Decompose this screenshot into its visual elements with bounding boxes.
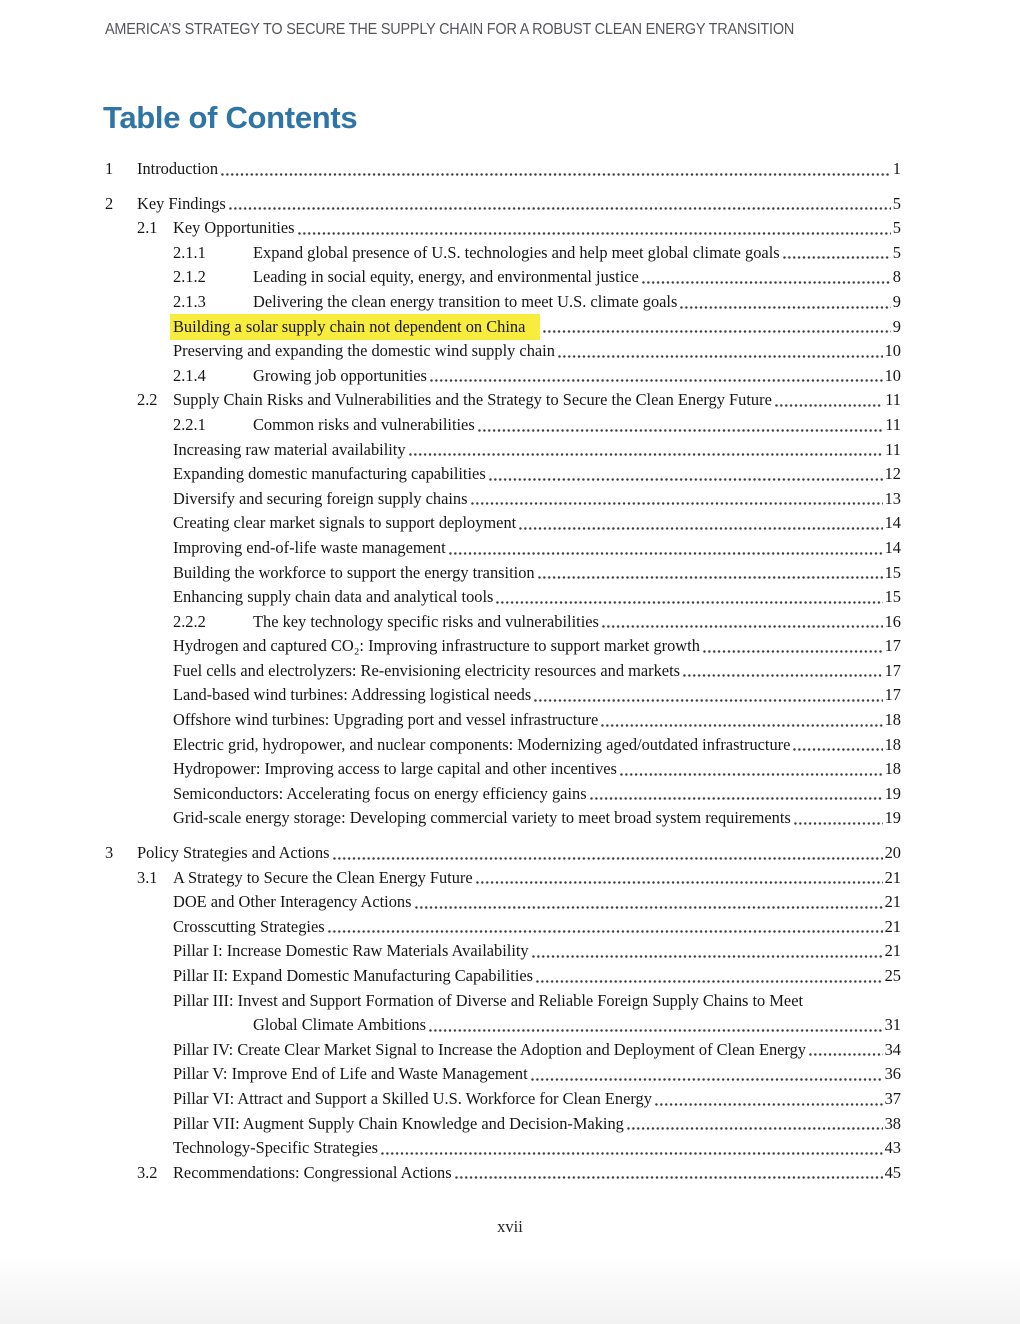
dot-leader	[542, 330, 890, 333]
toc-row[interactable]	[105, 1161, 901, 1186]
toc-entry-title: The key technology specific risks and vulnerabilities	[253, 611, 599, 631]
toc-row[interactable]	[105, 1112, 901, 1137]
toc-entry-number: 2.1.3	[173, 291, 206, 311]
toc-row[interactable]	[105, 782, 901, 807]
toc-entry-page: 9	[892, 291, 901, 311]
toc-entry-title: Expand global presence of U.S. technologies and help meet global climate goals	[253, 242, 780, 262]
toc-row[interactable]	[105, 413, 901, 438]
dot-leader	[792, 748, 882, 751]
dot-leader	[619, 773, 883, 776]
toc-entry-title	[173, 315, 540, 340]
toc-entry-title: A Strategy to Secure the Clean Energy Future	[173, 867, 473, 887]
toc-entry-page: 11	[885, 414, 901, 434]
dot-leader	[537, 576, 883, 579]
dot-leader	[228, 207, 891, 210]
toc-row[interactable]	[105, 841, 901, 866]
dot-leader	[488, 478, 883, 481]
toc-row[interactable]	[105, 1136, 901, 1161]
toc-entry-page: 31	[884, 1015, 901, 1035]
toc-entry-number: 3	[105, 843, 114, 863]
dot-leader	[428, 1029, 883, 1032]
toc-entry-page: 8	[892, 267, 901, 287]
toc-entry-title: Semiconductors: Accelerating focus on energy efficiency gains	[173, 783, 587, 803]
toc-row[interactable]	[105, 561, 901, 586]
toc-entry-page: 9	[892, 316, 901, 336]
toc-row[interactable]	[105, 388, 901, 413]
dot-leader	[220, 173, 891, 176]
toc-entry-page: 10	[884, 341, 901, 361]
toc-row[interactable]	[105, 241, 901, 266]
toc-entry-title: Fuel cells and electrolyzers: Re-envisioning electricity resources and markets	[173, 660, 681, 680]
toc-entry-page: 11	[885, 390, 901, 410]
toc-entry-page: 25	[884, 966, 901, 985]
toc-entry-title: Policy Strategies and Actions	[137, 843, 330, 863]
toc-row[interactable]	[105, 757, 901, 782]
toc-entry-number: 3.1	[137, 867, 158, 887]
toc-entry-page: 15	[884, 587, 901, 607]
dot-leader	[535, 980, 883, 983]
toc-entry-page: 1	[892, 159, 901, 178]
toc-entry-title: Key Findings	[137, 193, 226, 213]
toc-entry-title: Pillar I: Increase Domestic Raw Materials Availability	[173, 941, 529, 961]
toc-row[interactable]	[105, 915, 901, 940]
toc-entry-title: DOE and Other Interagency Actions	[173, 892, 412, 912]
footer-page-number: xvii	[497, 1217, 523, 1236]
toc-row[interactable]	[105, 216, 901, 241]
toc-row[interactable]	[105, 364, 901, 389]
toc-entry-title: Expanding domestic manufacturing capabilities	[173, 464, 486, 484]
dot-leader	[682, 674, 883, 677]
toc-row[interactable]	[105, 866, 901, 891]
toc-entry-page: 14	[884, 513, 901, 533]
toc-entry-title: Pillar IV: Create Clear Market Signal to Increase the Adoption and Deployment of Clean Energy	[173, 1039, 806, 1059]
toc-entry-page: 18	[884, 759, 901, 779]
toc-entry-page: 16	[884, 611, 901, 631]
dot-leader	[589, 797, 883, 800]
toc-entry-page: 5	[892, 242, 901, 262]
toc-entry-page: 21	[884, 916, 901, 936]
toc-entry-title: Pillar VI: Attract and Support a Skilled U.S. Workforce for Clean Energy	[173, 1088, 652, 1108]
toc-entry-title: Supply Chain Risks and Vulnerabilities and the Strategy to Secure the Clean Energy Future	[173, 390, 772, 410]
dot-leader	[679, 306, 890, 309]
toc-entry-title: Pillar III: Invest and Support Formation of Diverse and Reliable Foreign Supply Chains to Meet	[173, 990, 804, 1010]
toc-entry-title: Pillar VII: Augment Supply Chain Knowledge and Decision-Making	[173, 1113, 624, 1133]
dot-leader	[793, 822, 883, 825]
dot-leader	[327, 930, 883, 933]
dot-leader	[702, 650, 883, 653]
toc-entry-title: Building the workforce to support the energy transition	[173, 562, 535, 582]
toc-entry-page: 20	[884, 843, 901, 863]
toc-row[interactable]	[105, 536, 901, 561]
toc-entry-page: 19	[884, 808, 901, 828]
toc-entry-number: 2.1	[137, 218, 158, 238]
toc-entry-title: Pillar II: Expand Domestic Manufacturing Capabilities	[173, 966, 534, 985]
toc-entry-page: 12	[884, 464, 901, 484]
toc-entry-page: 17	[884, 685, 901, 705]
dot-leader	[475, 881, 883, 884]
toc-entry-number: 2.2.1	[173, 414, 206, 434]
toc-row[interactable]	[105, 585, 901, 610]
toc-entry-number: 1	[105, 159, 114, 178]
toc-entry-title: Growing job opportunities	[253, 365, 427, 385]
dot-leader	[448, 552, 883, 555]
toc-entry-title: Pillar V: Improve End of Life and Waste Management	[173, 1064, 528, 1084]
dot-leader	[531, 955, 883, 958]
toc-entry-page: 38	[884, 1113, 901, 1133]
toc-entry-title: Leading in social equity, energy, and environmental justice	[253, 267, 639, 287]
highlighted-text: Building a solar supply chain not dependent on China	[170, 314, 540, 340]
toc-entry-title: Introduction	[137, 159, 219, 178]
toc-entry-page: 45	[884, 1162, 901, 1182]
toc-entry-page: 21	[884, 941, 901, 961]
toc-entry-page: 43	[884, 1138, 901, 1158]
toc-row[interactable]	[105, 462, 901, 487]
dot-leader	[600, 724, 882, 727]
toc-entry-title: Land-based wind turbines: Addressing logistical needs	[173, 685, 532, 705]
toc-row[interactable]	[105, 890, 901, 915]
toc-entry-title: Hydropower: Improving access to large capital and other incentives	[173, 759, 617, 779]
toc-entry-page: 18	[884, 734, 901, 754]
toc-entry-title: Delivering the clean energy transition to meet U.S. climate goals	[253, 291, 678, 311]
toc-entry-page: 36	[884, 1064, 901, 1084]
toc-row[interactable]	[105, 157, 901, 182]
dot-leader	[380, 1152, 883, 1155]
toc-row[interactable]	[105, 1062, 901, 1087]
toc-entry-page: 5	[892, 193, 901, 213]
toc-entry-title: Key Opportunities	[173, 218, 295, 238]
toc-entry-number: 3.2	[137, 1162, 158, 1182]
toc-row[interactable]	[105, 634, 901, 659]
toc-row[interactable]	[105, 683, 901, 708]
toc-row[interactable]	[105, 192, 901, 217]
toc-entry-page: 37	[884, 1088, 901, 1108]
toc-entry-title: Technology-Specific Strategies	[173, 1138, 379, 1158]
toc-entry-title: Electric grid, hydropower, and nuclear components: Modernizing aged/outdated infrastructure	[173, 734, 791, 754]
dot-leader	[530, 1078, 883, 1081]
toc-row[interactable]	[105, 989, 901, 1014]
dot-leader	[332, 857, 883, 860]
toc-entry-title: Offshore wind turbines: Upgrading port and vessel infrastructure	[173, 710, 599, 730]
toc-row[interactable]	[105, 438, 901, 463]
toc-entry-title: Hydrogen and captured CO₂: Improving infrastructure to support market growth	[173, 636, 700, 656]
toc-entry-title: Diversify and securing foreign supply chains	[173, 488, 468, 508]
toc-row-continuation[interactable]	[105, 1013, 901, 1038]
toc-entry-title: Grid-scale energy storage: Developing commercial variety to meet broad system requirements	[173, 808, 791, 828]
toc-entry-page: 15	[884, 562, 901, 582]
toc-entry-title: Increasing raw material availability	[173, 439, 406, 459]
dot-leader	[533, 699, 882, 702]
dot-leader	[808, 1053, 883, 1056]
toc-entry-page: 18	[884, 710, 901, 730]
toc-row[interactable]	[105, 659, 901, 684]
toc-row[interactable]	[105, 339, 901, 364]
toc-entry-title: Preserving and expanding the domestic wind supply chain	[173, 341, 555, 361]
toc-entry-page: 11	[885, 439, 901, 459]
toc-entry-page: 14	[884, 537, 901, 557]
toc-entry-title: Global Climate Ambitions	[253, 1015, 427, 1035]
toc-entry-title: Enhancing supply chain data and analytical tools	[173, 587, 494, 607]
toc-row[interactable]	[105, 290, 901, 315]
dot-leader	[557, 355, 883, 358]
toc-entry-title: Improving end-of-life waste management	[173, 537, 446, 557]
toc-entry-title: Creating clear market signals to support deployment	[173, 513, 517, 533]
toc-entry-title: Crosscutting Strategies	[173, 916, 325, 936]
dot-leader	[470, 502, 883, 505]
toc-row[interactable]	[105, 708, 901, 733]
toc-entry-title: Common risks and vulnerabilities	[253, 414, 475, 434]
toc	[105, 157, 901, 1185]
dot-leader	[414, 906, 883, 909]
dot-leader	[477, 429, 883, 432]
dot-leader	[454, 1176, 883, 1179]
toc-entry-number: 2.2	[137, 390, 158, 410]
toc-entry-number: 2	[105, 193, 114, 213]
toc-row[interactable]	[105, 610, 901, 635]
toc-entry-page: 13	[884, 488, 901, 508]
toc-row[interactable]	[105, 511, 901, 536]
toc-entry-page: 10	[884, 365, 901, 385]
toc-entry-number: 2.1.2	[173, 267, 206, 287]
dot-leader	[495, 601, 882, 604]
toc-entry-number: 2.2.2	[173, 611, 206, 631]
dot-leader	[774, 404, 883, 407]
dot-leader	[782, 256, 891, 259]
toc-entry-page: 21	[884, 867, 901, 887]
toc-entry-page: 21	[884, 892, 901, 912]
toc-row[interactable]	[105, 1087, 901, 1112]
toc-row[interactable]	[105, 1038, 901, 1063]
toc-row[interactable]	[105, 939, 901, 964]
dot-leader	[297, 232, 891, 235]
dot-leader	[518, 527, 882, 530]
toc-entry-page: 19	[884, 783, 901, 803]
toc-row[interactable]	[105, 487, 901, 512]
dot-leader	[601, 625, 883, 628]
dot-leader	[429, 379, 883, 382]
toc-entry-title: Recommendations: Congressional Actions	[173, 1162, 452, 1182]
page-title: Table of Contents	[103, 100, 358, 135]
toc-entry-number: 2.1.4	[173, 365, 206, 385]
dot-leader	[626, 1127, 883, 1130]
toc-row[interactable]	[105, 733, 901, 758]
toc-entry-page: 17	[884, 660, 901, 680]
toc-entry-page: 34	[884, 1039, 901, 1059]
toc-row[interactable]	[105, 315, 901, 340]
toc-entry-page: 17	[884, 636, 901, 656]
dot-leader	[408, 453, 884, 456]
running-header: AMERICA’S STRATEGY TO SECURE THE SUPPLY CHAIN FOR A ROBUST CLEAN ENERGY TRANSITION	[105, 21, 795, 38]
toc-row[interactable]	[105, 806, 901, 831]
toc-entry-number: 2.1.1	[173, 242, 206, 262]
toc-row[interactable]	[105, 265, 901, 290]
toc-entry-page: 5	[892, 218, 901, 238]
dot-leader	[641, 281, 891, 284]
dot-leader	[654, 1103, 883, 1106]
toc-row[interactable]	[105, 964, 901, 989]
